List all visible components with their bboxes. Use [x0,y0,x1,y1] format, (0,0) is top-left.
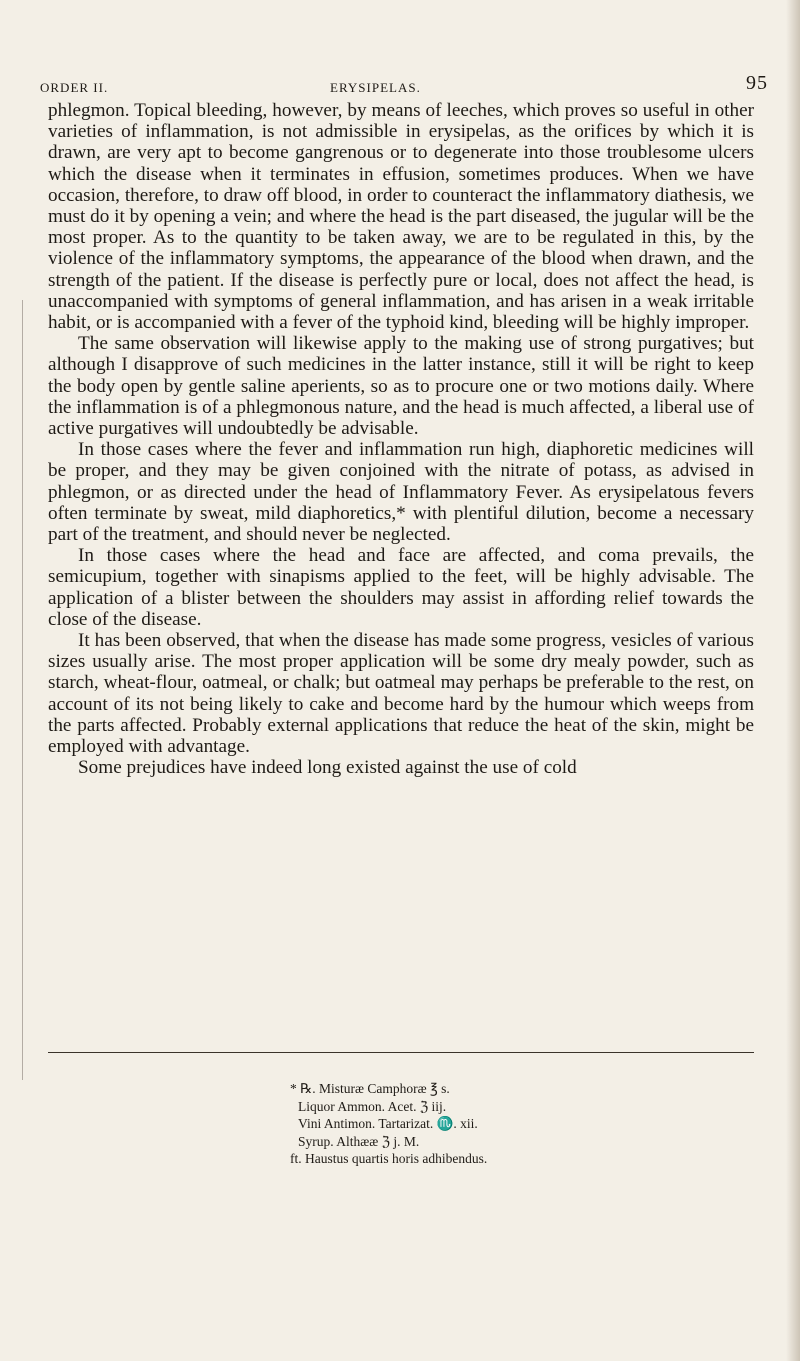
footnote-line: Syrup. Althææ ℨ j. M. [298,1133,420,1149]
footnote-line: Vini Antimon. Tartarizat. ♏. xii. [298,1116,478,1131]
header-section: ORDER II. [40,80,109,95]
footnote-line: Liquor Ammon. Acet. ℨ iij. [298,1098,447,1114]
header-title: ERYSIPELAS. [330,80,421,95]
footnote-line: ft. Haustus quartis horis adhibendus. [290,1151,488,1166]
paragraph: The same observation will likewise apply to the making use of strong purgatives; but although I disapprove of such medicines in the latter instance, still it will be right to keep the body open by gentle saline aperients, so as to procure one or two motions daily. Where the inflammation is of a phlegmonous nature, and the head is much affected, a liberal use of active purgatives will undoubtedly be advisable. [48,333,754,440]
footnote-line: * ℞. Misturæ Camphoræ ℥ s. [290,1081,450,1096]
paragraph: phlegmon. Topical bleeding, however, by means of leeches, which proves so useful in other varieties of inflammation, is not admissible in erysipelas, as the orifices by which it is drawn, are very apt to become gangrenous or to degenerate into those troublesome ulcers which the disease when it terminates in effusion, sometimes produces. When we have occasion, therefore, to draw off blood, in order to counteract the inflammatory diathesis, we must do it by opening a vein; and where the head is the part diseased, the jugular will be the most proper. As to the quantity to be taken away, we are to be regulated in this, by the violence of the inflammatory symptoms, the appearance of the blood when drawn, and the strength of the patient. If the disease is perfectly pure or local, does not affect the head, is unaccompanied with symptoms of general inflammation, and has arisen in a weak irritable habit, or is accompanied with a fever of the typhoid kind, bleeding will be highly improper. [48,100,754,334]
paragraph: In those cases where the fever and inflammation run high, diaphoretic medicines will be proper, and they may be given conjoined with the nitrate of potass, as advised in phlegmon, or as directed under the head of Inflammatory Fever. As erysipelatous fevers often terminate by sweat, mild diaphoretics,* with plentiful dilution, become a necessary part of the treatment, and should never be neglected. [48,439,754,546]
footnote-rule [48,1052,754,1053]
page-gutter-line [22,300,23,1080]
page-edge-shadow [786,0,800,1361]
paragraph: It has been observed, that when the disease has made some progress, vesicles of various sizes usually arise. The most proper application will be some dry mealy powder, such as starch, wheat-flour, oatmeal, or chalk; but oatmeal may perhaps be preferable to the rest, on account of its not being likely to cake and become hard by the humour which weeps from the parts affected. Probably external applications that reduce the heat of the skin, might be employed with advantage. [48,630,754,758]
paragraph: Some prejudices have indeed long existed against the use of cold [78,757,577,779]
paragraph: In those cases where the head and face are affected, and coma prevails, the semicupium, together with sinapisms applied to the feet, will be highly advisable. The application of a blister between the shoulders may assist in affording relief towards the close of the disease. [48,545,754,630]
body-text [48,100,754,779]
page-number: 95 [746,72,768,94]
footnote-prescription [290,1080,710,1168]
